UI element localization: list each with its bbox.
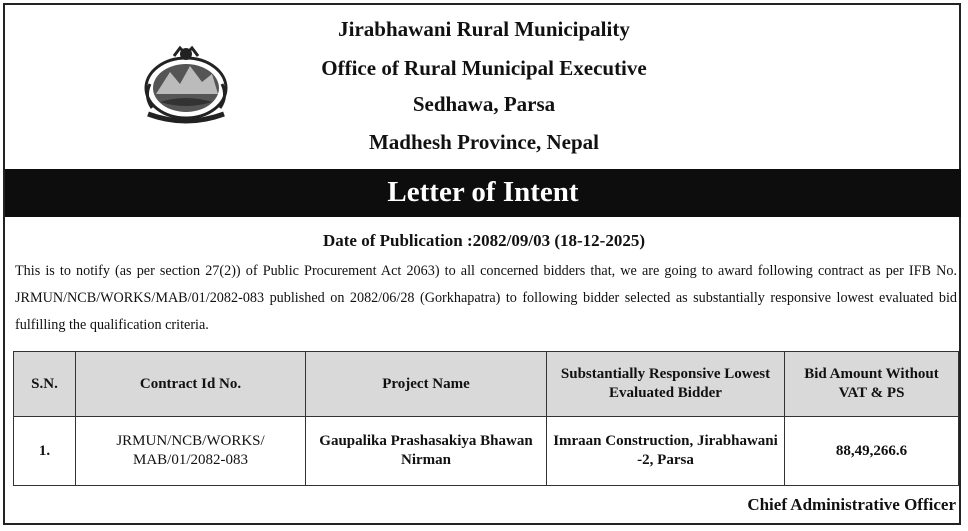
table-row <box>14 417 959 486</box>
col-header-contract-id: Contract Id No. <box>76 352 306 417</box>
col-header-project-name: Project Name <box>306 352 547 417</box>
cell-contract-id: JRMUN/NCB/WORKS/ MAB/01/2082-083 <box>76 417 306 486</box>
cell-bidder: Imraan Construction, Jirabhawani -2, Parsa <box>547 417 785 486</box>
publication-date: Date of Publication :2082/09/03 (18-12-2025) <box>322 231 646 250</box>
cell-bid-amount: 88,49,266.6 <box>785 417 959 486</box>
province-name: Madhesh Province, Nepal <box>368 130 600 154</box>
col-header-sn: S.N. <box>14 352 76 417</box>
table-header-row <box>14 352 959 417</box>
office-name: Office of Rural Municipal Executive <box>321 56 647 80</box>
cell-project-name: Gaupalika Prashasakiya Bhawan Nirman <box>306 417 547 486</box>
letter-of-intent-banner: Letter of Intent <box>5 169 961 217</box>
notice-paragraph: This is to notify (as per section 27(2)) of Public Procurement Act 2063) to all concerned bidders that, we are going to award following contract as per IFB No. JRMUN/NCB/WORKS/MAB/01/2082-083 published on 2082/06/28 (Gorkhapatra) to following bidder selected as substantially responsive lowest evaluated bid fulfilling the qualification criteria. <box>15 263 957 333</box>
office-location: Sedhawa, Parsa <box>412 92 556 116</box>
col-header-bidder: Substantially Responsive Lowest Evaluated Bidder <box>547 352 785 417</box>
col-header-bid-amount: Bid Amount Without VAT & PS <box>785 352 959 417</box>
municipality-name: Jirabhawani Rural Municipality <box>338 17 630 41</box>
signatory-title: Chief Administrative Officer <box>747 495 956 514</box>
cell-sn: 1. <box>14 417 76 486</box>
award-table <box>13 351 959 486</box>
